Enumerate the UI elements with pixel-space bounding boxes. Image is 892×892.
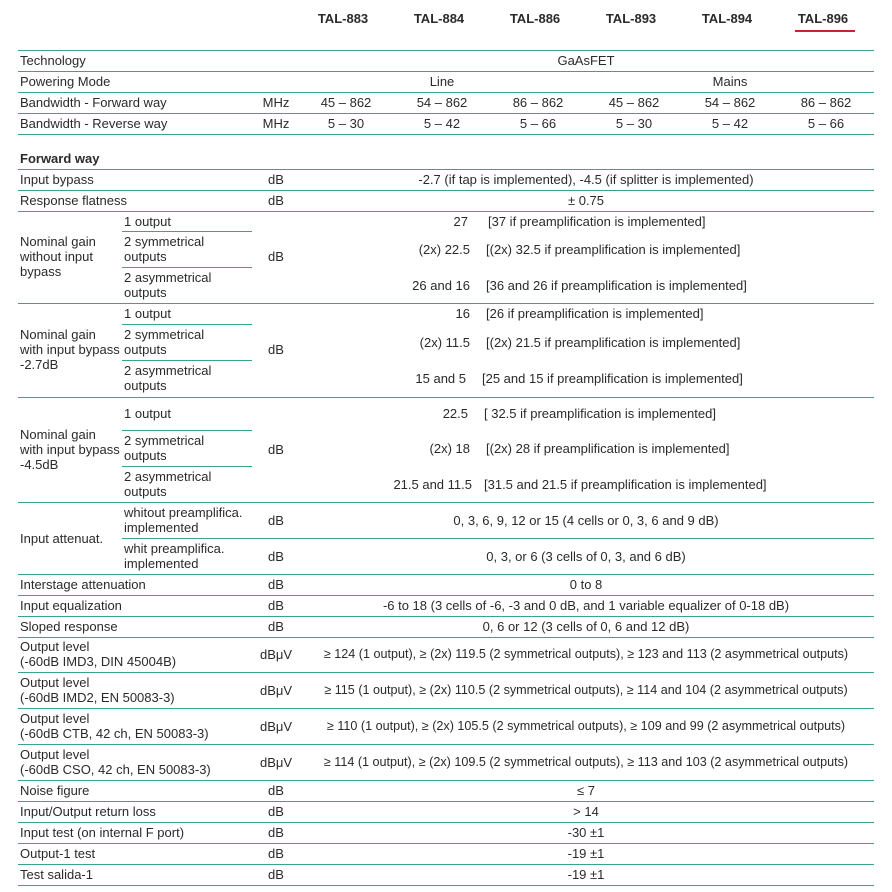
gain-nobypass-unit: dB <box>268 249 284 264</box>
gain-sub-label: 2 symmetrical outputs <box>124 327 205 357</box>
input-test-unit: dB <box>268 825 284 840</box>
powering-mains: Mains <box>712 74 748 89</box>
bw-reverse-value: 5 – 42 <box>423 116 461 131</box>
gain-sub-label: 2 asymmetrical outputs <box>124 469 212 499</box>
output1-test-label: Output-1 test <box>20 846 96 861</box>
divider <box>18 92 874 93</box>
output-level-value: ≥ 110 (1 output), ≥ (2x) 105.5 (2 symmetrical outputs), ≥ 109 and 99 (2 asymmetrical outputs) <box>326 719 846 733</box>
output-level-label: Output level <box>20 747 90 762</box>
divider <box>18 50 874 51</box>
model-header-tal-894: TAL-894 <box>701 11 753 26</box>
gain-preamp-note: [(2x) 21.5 if preamplification is implemented] <box>486 335 741 350</box>
divider <box>18 113 874 114</box>
bw-reverse-value: 5 – 30 <box>615 116 653 131</box>
output-level-value: ≥ 124 (1 output), ≥ (2x) 119.5 (2 symmetrical outputs), ≥ 123 and 113 (2 asymmetrical outputs) <box>323 647 849 661</box>
divider <box>122 360 252 361</box>
output-level-standard: (-60dB CTB, 42 ch, EN 50083-3) <box>20 726 209 741</box>
gain-sub-label: 2 asymmetrical outputs <box>124 270 212 300</box>
return-loss-label: Input/Output return loss <box>20 804 156 819</box>
test-salida-value: -19 ±1 <box>567 867 605 882</box>
bw-forward-value: 45 – 862 <box>320 95 372 110</box>
technology-label: Technology <box>20 53 86 68</box>
divider <box>18 190 874 191</box>
gain-preamp-note: [25 and 15 if preamplification is implemented] <box>482 371 743 386</box>
gain-value: 26 and 16 <box>412 278 470 293</box>
gain-preamp-note: [(2x) 28 if preamplification is implemented] <box>486 441 730 456</box>
model-header-tal-896: TAL-896 <box>797 11 849 26</box>
return-loss-unit: dB <box>268 804 284 819</box>
attenuat-sub-label: whitout preamplifica. implemented <box>124 505 243 535</box>
bw-reverse-label: Bandwidth - Reverse way <box>20 116 168 131</box>
interstage-unit: dB <box>268 577 284 592</box>
sloped-unit: dB <box>268 619 284 634</box>
powering-label: Powering Mode <box>20 74 111 89</box>
gain-45-unit: dB <box>268 442 284 457</box>
model-header-tal-893: TAL-893 <box>605 11 657 26</box>
interstage-label: Interstage attenuation <box>20 577 146 592</box>
gain-sub-label: 1 output <box>124 406 171 421</box>
divider <box>18 211 874 212</box>
bw-forward-unit: MHz <box>262 95 290 110</box>
divider <box>122 324 252 325</box>
test-salida-label: Test salida-1 <box>20 867 93 882</box>
divider <box>18 864 874 865</box>
equalization-unit: dB <box>268 598 284 613</box>
divider <box>122 466 252 467</box>
divider <box>18 71 874 72</box>
noise-figure-value: ≤ 7 <box>577 783 595 798</box>
divider <box>18 843 874 844</box>
divider <box>18 672 874 673</box>
output-level-standard: (-60dB CSO, 42 ch, EN 50083-3) <box>20 762 211 777</box>
sloped-value: 0, 6 or 12 (3 cells of 0, 6 and 12 dB) <box>482 619 690 634</box>
gain-value: 27 <box>453 214 468 229</box>
attenuat-unit: dB <box>268 513 284 528</box>
gain-value: 15 and 5 <box>415 371 466 386</box>
noise-figure-label: Noise figure <box>20 783 90 798</box>
gain-value: 21.5 and 11.5 <box>393 477 472 492</box>
output-level-standard: (-60dB IMD2, EN 50083-3) <box>20 690 175 705</box>
equalization-label: Input equalization <box>20 598 122 613</box>
divider <box>18 822 874 823</box>
input-bypass-label: Input bypass <box>20 172 94 187</box>
output-level-unit: dBμV <box>259 647 293 662</box>
gain-sub-label: 2 symmetrical outputs <box>124 433 205 463</box>
model-header-tal-883: TAL-883 <box>317 11 369 26</box>
model-header-tal-886: TAL-886 <box>509 11 561 26</box>
output-level-value: ≥ 115 (1 output), ≥ (2x) 110.5 (2 symmetrical outputs), ≥ 114 and 104 (2 asymmetrical outputs) <box>324 683 848 697</box>
flatness-unit: dB <box>268 193 284 208</box>
bw-reverse-value: 5 – 42 <box>711 116 749 131</box>
divider <box>18 574 874 575</box>
divider <box>18 801 874 802</box>
output1-test-value: -19 ±1 <box>567 846 605 861</box>
powering-line: Line <box>429 74 455 89</box>
bw-reverse-value: 5 – 66 <box>807 116 845 131</box>
bw-reverse-unit: MHz <box>262 116 290 131</box>
gain-preamp-note: [(2x) 32.5 if preamplification is implemented] <box>486 242 741 257</box>
output-level-standard: (-60dB IMD3, DIN 45004B) <box>20 654 177 669</box>
attenuat-label: Input attenuat. <box>20 531 104 546</box>
bw-forward-value: 45 – 862 <box>608 95 660 110</box>
gain-27-unit: dB <box>268 342 284 357</box>
divider <box>18 616 874 617</box>
model-header-tal-884: TAL-884 <box>413 11 465 26</box>
gain-sub-label: 2 symmetrical outputs <box>124 234 205 264</box>
interstage-value: 0 to 8 <box>569 577 603 592</box>
technology-value: GaAsFET <box>557 53 615 68</box>
output-level-label: Output level <box>20 675 90 690</box>
gain-sub-label: 1 output <box>124 306 171 321</box>
flatness-label: Response flatness <box>20 193 127 208</box>
bw-forward-value: 54 – 862 <box>416 95 468 110</box>
flatness-value: ± 0.75 <box>567 193 605 208</box>
divider <box>122 430 252 431</box>
section-title-forward: Forward way <box>20 151 100 166</box>
output1-test-unit: dB <box>268 846 284 861</box>
divider <box>122 267 252 268</box>
gain-value: 16 <box>455 306 470 321</box>
gain-45-label: Nominal gain with input bypass -4.5dB <box>20 427 120 472</box>
gain-preamp-note: [36 and 26 if preamplification is implemented] <box>486 278 747 293</box>
divider <box>122 538 874 539</box>
bw-forward-value: 86 – 862 <box>800 95 852 110</box>
input-test-value: -30 ±1 <box>567 825 605 840</box>
bw-reverse-value: 5 – 66 <box>519 116 557 131</box>
gain-preamp-note: [26 if preamplification is implemented] <box>486 306 704 321</box>
attenuat-value: 0, 3, or 6 (3 cells of 0, 3, and 6 dB) <box>486 549 686 564</box>
divider <box>18 637 874 638</box>
divider <box>18 885 874 886</box>
gain-value: (2x) 22.5 <box>418 242 470 257</box>
divider <box>18 708 874 709</box>
equalization-value: -6 to 18 (3 cells of -6, -3 and 0 dB, and 1 variable equalizer of 0-18 dB) <box>382 598 790 613</box>
gain-sub-label: 1 output <box>124 214 171 229</box>
input-bypass-value: -2.7 (if tap is implemented), -4.5 (if splitter is implemented) <box>418 172 754 187</box>
gain-preamp-note: [ 32.5 if preamplification is implemented] <box>484 406 716 421</box>
divider <box>18 744 874 745</box>
output-level-unit: dBμV <box>259 755 293 770</box>
divider <box>122 231 252 232</box>
bw-forward-value: 86 – 862 <box>512 95 564 110</box>
gain-nobypass-label: Nominal gain without input bypass <box>20 234 96 279</box>
output-level-unit: dBμV <box>259 719 293 734</box>
divider <box>18 169 874 170</box>
divider <box>18 303 874 304</box>
bw-forward-value: 54 – 862 <box>704 95 756 110</box>
bw-reverse-value: 5 – 30 <box>327 116 365 131</box>
gain-value: (2x) 18 <box>429 441 470 456</box>
input-test-label: Input test (on internal F port) <box>20 825 185 840</box>
gain-value: 22.5 <box>442 406 468 421</box>
test-salida-unit: dB <box>268 867 284 882</box>
gain-preamp-note: [31.5 and 21.5 if preamplification is implemented] <box>484 477 767 492</box>
sloped-label: Sloped response <box>20 619 118 634</box>
input-bypass-unit: dB <box>268 172 284 187</box>
output-level-label: Output level <box>20 711 90 726</box>
output-level-value: ≥ 114 (1 output), ≥ (2x) 109.5 (2 symmetrical outputs), ≥ 113 and 103 (2 asymmetrical outputs) <box>323 755 849 769</box>
output-level-unit: dBμV <box>259 683 293 698</box>
attenuat-sub-label: whit preamplifica. implemented <box>124 541 225 571</box>
gain-sub-label: 2 asymmetrical outputs <box>124 363 212 393</box>
return-loss-value: > 14 <box>573 804 599 819</box>
divider <box>18 397 874 398</box>
gain-27-label: Nominal gain with input bypass -2.7dB <box>20 327 120 372</box>
gain-preamp-note: [37 if preamplification is implemented] <box>488 214 706 229</box>
divider <box>18 595 874 596</box>
divider <box>18 502 874 503</box>
noise-figure-unit: dB <box>268 783 284 798</box>
divider <box>18 134 874 135</box>
gain-value: (2x) 11.5 <box>419 335 470 350</box>
bw-forward-label: Bandwidth - Forward way <box>20 95 167 110</box>
divider <box>18 780 874 781</box>
attenuat-unit: dB <box>268 549 284 564</box>
attenuat-value: 0, 3, 6, 9, 12 or 15 (4 cells or 0, 3, 6 and 9 dB) <box>453 513 719 528</box>
selected-model-underline <box>795 30 855 32</box>
output-level-label: Output level <box>20 639 90 654</box>
